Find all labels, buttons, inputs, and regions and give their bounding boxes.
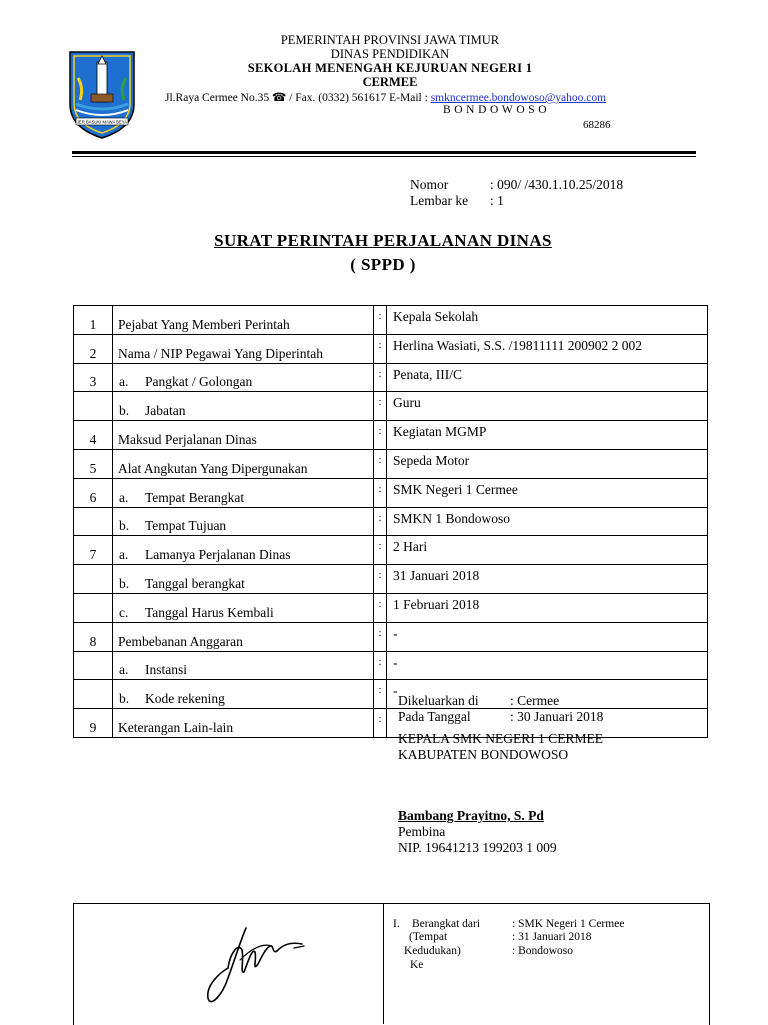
row-label-cell xyxy=(113,392,374,421)
letterhead-address xyxy=(165,90,606,104)
row-colon: : xyxy=(374,593,387,622)
row-label: Tanggal berangkat xyxy=(145,575,245,591)
row-label-cell xyxy=(113,593,374,622)
row-label-cell xyxy=(113,421,374,450)
document-subtitle: ( SPPD ) xyxy=(350,255,416,274)
row-colon: : xyxy=(374,334,387,363)
row-label: Tempat Tujuan xyxy=(145,518,227,534)
row-label-cell xyxy=(113,363,374,392)
row-label-cell xyxy=(113,651,374,680)
row-value: Kegiatan MGMP xyxy=(387,421,708,450)
signer-name: Bambang Prayitno, S. Pd xyxy=(398,808,544,823)
issued-place-label: Dikeluarkan di xyxy=(398,693,479,708)
row-label-cell xyxy=(113,449,374,478)
letterhead-city: BONDOWOSO xyxy=(443,104,551,116)
handwritten-signature xyxy=(200,912,312,1016)
row-sub-letter: a. xyxy=(119,547,129,563)
east-java-crest-logo xyxy=(64,48,140,140)
row-value: 31 Januari 2018 xyxy=(387,565,708,594)
row-label: Instansi xyxy=(145,662,187,678)
row-value: - xyxy=(387,680,708,709)
table-row xyxy=(74,421,708,450)
issued-date-label: Pada Tanggal xyxy=(398,709,471,724)
lembar-value: : 1 xyxy=(490,193,504,208)
row-label: Nama / NIP Pegawai Yang Diperintah xyxy=(118,345,323,361)
row-sub-letter: b. xyxy=(119,518,130,534)
row-label-cell xyxy=(113,334,374,363)
row-number: 1 xyxy=(74,306,113,335)
row-label-cell xyxy=(113,565,374,594)
document-title: SURAT PERINTAH PERJALANAN DINAS xyxy=(214,231,552,250)
table-row xyxy=(74,392,708,421)
row-number: 6 xyxy=(74,478,113,507)
row-label: Pembebanan Anggaran xyxy=(118,633,243,649)
issued-date-value: : 30 Januari 2018 xyxy=(510,709,604,724)
row-label: Pangkat / Golongan xyxy=(145,374,253,390)
row-sub-letter: b. xyxy=(119,403,130,419)
row-label-cell xyxy=(113,536,374,565)
row-value: SMKN 1 Bondowoso xyxy=(387,507,708,536)
row-colon: : xyxy=(374,680,387,709)
nomor-label: Nomor xyxy=(410,177,449,192)
row-number xyxy=(74,392,113,421)
nomor-value: : 090/ /430.1.10.25/2018 xyxy=(490,177,624,192)
row-number xyxy=(74,651,113,680)
row-label-cell xyxy=(113,507,374,536)
row-label-cell xyxy=(113,709,374,738)
row-number xyxy=(74,507,113,536)
row-number: 5 xyxy=(74,449,113,478)
signer-position: KEPALA SMK NEGERI 1 CERMEE xyxy=(398,731,604,746)
row-label: Kode rekening xyxy=(145,691,225,707)
row-number xyxy=(74,593,113,622)
table-row xyxy=(74,507,708,536)
row-value: Sepeda Motor xyxy=(387,449,708,478)
departure-to-label: Ke xyxy=(410,959,424,971)
row-label: Lamanya Perjalanan Dinas xyxy=(145,547,291,563)
departure-destination-value: : Bondowoso xyxy=(512,945,574,957)
row-label-cell xyxy=(113,680,374,709)
row-value: Kepala Sekolah xyxy=(387,306,708,335)
signer-nip: NIP. 19641213 199203 1 009 xyxy=(398,840,557,855)
row-value: - xyxy=(387,651,708,680)
row-colon: : xyxy=(374,651,387,680)
row-colon: : xyxy=(374,306,387,335)
row-value: Herlina Wasiati, S.S. /19811111 200902 2 002 xyxy=(387,334,708,363)
table-row xyxy=(74,478,708,507)
row-colon: : xyxy=(374,392,387,421)
row-label: Tempat Berangkat xyxy=(145,489,245,505)
logo-motto: JER BASUKI MAWA BEYA xyxy=(76,119,128,125)
row-number: 2 xyxy=(74,334,113,363)
row-number: 7 xyxy=(74,536,113,565)
row-sub-letter: a. xyxy=(119,374,129,390)
departure-date-value: : 31 Januari 2018 xyxy=(512,931,592,943)
row-number xyxy=(74,680,113,709)
row-sub-letter: a. xyxy=(119,489,129,505)
row-colon: : xyxy=(374,536,387,565)
departure-place-label: (Tempat xyxy=(409,931,448,943)
row-label-cell xyxy=(113,622,374,651)
letterhead-school: SEKOLAH MENENGAH KEJURUAN NEGERI 1 xyxy=(247,61,533,75)
departure-box-divider xyxy=(383,903,384,1024)
letterhead-rule-thin xyxy=(72,156,696,157)
row-label: Keterangan Lain-lain xyxy=(118,719,234,735)
row-value: SMK Negeri 1 Cermee xyxy=(387,478,708,507)
row-label: Maksud Perjalanan Dinas xyxy=(118,431,257,447)
row-label: Alat Angkutan Yang Dipergunakan xyxy=(118,460,308,476)
row-label: Jabatan xyxy=(145,403,186,419)
row-number xyxy=(74,565,113,594)
departure-from-label: Berangkat dari xyxy=(412,918,481,930)
row-value: 2 Hari xyxy=(387,536,708,565)
table-row xyxy=(74,536,708,565)
row-colon: : xyxy=(374,449,387,478)
row-value: 1 Februari 2018 xyxy=(387,593,708,622)
row-colon: : xyxy=(374,622,387,651)
signer-rank: Pembina xyxy=(398,824,446,839)
row-number: 3 xyxy=(74,363,113,392)
row-label: Tanggal Harus Kembali xyxy=(145,604,274,620)
departure-roman: I. xyxy=(393,918,400,930)
letterhead-department: DINAS PENDIDIKAN xyxy=(330,47,450,61)
lembar-label: Lembar ke xyxy=(410,193,469,208)
row-colon: : xyxy=(374,363,387,392)
email-link[interactable]: smkncermee.bondowoso@yahoo.com xyxy=(430,92,607,104)
table-row xyxy=(74,306,708,335)
row-number: 4 xyxy=(74,421,113,450)
signer-regency: KABUPATEN BONDOWOSO xyxy=(398,747,569,762)
letterhead-zip: 68286 xyxy=(583,119,611,131)
departure-seat-label: Kedudukan) xyxy=(404,945,461,957)
table-row xyxy=(74,334,708,363)
row-value: Guru xyxy=(387,392,708,421)
row-colon: : xyxy=(374,507,387,536)
issued-place-value: : Cermee xyxy=(510,693,560,708)
row-value: - xyxy=(387,622,708,651)
table-row xyxy=(74,709,708,738)
row-colon: : xyxy=(374,565,387,594)
table-row xyxy=(74,363,708,392)
row-label-cell xyxy=(113,306,374,335)
sppd-table xyxy=(73,305,708,738)
row-sub-letter: a. xyxy=(119,662,129,678)
row-label: Pejabat Yang Memberi Perintah xyxy=(118,316,290,332)
row-number: 8 xyxy=(74,622,113,651)
row-colon: : xyxy=(374,709,387,738)
row-colon: : xyxy=(374,421,387,450)
table-row xyxy=(74,622,708,651)
table-row xyxy=(74,651,708,680)
row-sub-letter: c. xyxy=(119,604,129,620)
letterhead-province: PEMERINTAH PROVINSI JAWA TIMUR xyxy=(280,33,500,47)
address-text: Jl.Raya Cermee No.35 ☎ / Fax. (0332) 561617 E-Mail : xyxy=(165,92,431,104)
table-row xyxy=(74,565,708,594)
row-number: 9 xyxy=(74,709,113,738)
table-row xyxy=(74,593,708,622)
letterhead-rule-thick xyxy=(72,151,696,154)
departure-from-value: : SMK Negeri 1 Cermee xyxy=(512,918,625,930)
row-sub-letter: b. xyxy=(119,691,130,707)
table-row xyxy=(74,680,708,709)
row-value: Penata, III/C xyxy=(387,363,708,392)
letterhead-school-town: CERMEE xyxy=(362,75,418,89)
row-label-cell xyxy=(113,478,374,507)
row-sub-letter: b. xyxy=(119,575,130,591)
row-colon: : xyxy=(374,478,387,507)
table-row xyxy=(74,449,708,478)
